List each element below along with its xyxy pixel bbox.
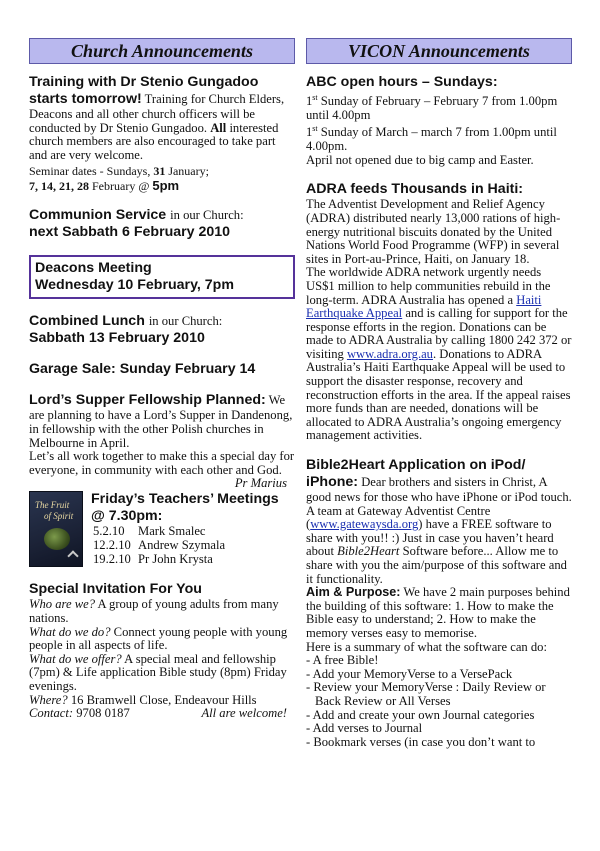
abc-heading: ABC open hours – Sundays: [306,74,498,90]
garage-sale: Garage Sale: Sunday February 14 [29,361,256,378]
invite-heading: Special Invitation For You [29,581,202,598]
list-item: - Add your MemoryVerse to a VersePack [306,666,513,681]
deacons-line-2: Wednesday 10 February, 7pm [35,277,234,294]
adra-p2-text-b: and is calling for support for the response efforts in the region. Donations can be made to ADRA Australia by calling 1800 242 372 or visiting [306,306,572,361]
training-text-2: interested church members are also encouraged to take part and are very welcome. [29,120,279,162]
list-item: - Bookmark verses (in case you don’t want to [306,734,536,749]
invite-q4: Where? [29,692,68,707]
abc-line-1: Sunday of February – February 7 from 1.00pm until 4.00pm [306,94,558,122]
list-item: - A free Bible! [306,653,379,668]
communion-section [29,207,295,241]
lunch-heading: Combined Lunch [29,313,145,330]
teachers-section [29,491,295,567]
seminar-time: 5pm [152,177,180,193]
lords-signature: Pr Marius [234,476,287,491]
invite-q2: What do we do? [29,624,111,639]
deacons-line-1: Deacons Meeting [35,260,152,277]
seminar-date-31: 31 [153,164,166,179]
invitation-section [29,581,295,720]
seminar-dates-prefix: Seminar dates - Sundays, [29,164,151,179]
seminar-feb-word: February @ [92,178,150,193]
invite-q1: Who are we? [29,597,95,612]
seminar-feb-days: 7, 14, 21, 28 [29,178,89,193]
publisher-logo-icon [67,551,78,562]
list-item: - Add verses to Journal [306,721,423,736]
invite-a4: 16 Bramwell Close, Endeavour Hills [70,692,257,707]
teachers-heading: Friday’s Teachers’ Meetings @ 7.30pm: [91,491,279,525]
abc-line-3: April not opened due to big camp and Easter. [306,152,534,167]
haiti-appeal-link[interactable]: Haiti Earthquake Appeal [306,292,542,321]
schedule-date: 12.2.10 [93,537,131,552]
list-item: - Review your MemoryVerse : Daily Review or Back Review or All Verses [306,680,546,708]
aim-label: Aim & Purpose: [306,585,401,600]
invite-a1: A group of young adults from many nations. [29,597,279,625]
lords-text-1: We are planning to have a Lord’s Supper in Dandenong, in fellowship with the other Polish churches in Melbourne in April. [29,393,293,450]
gateway-website-link[interactable]: www.gatewaysda.org [310,517,419,532]
lords-supper-section [29,392,295,491]
left-column [29,38,295,735]
bible2heart-heading: Bible2Heart Application on iPod/ iPhone: [306,457,526,491]
fruit-of-spirit-book-image [29,491,83,567]
seminar-date-31-suffix: January; [168,164,209,179]
b2h-p2-text-c: Software before... Allow me to share with you the aim/purpose of this software and it functionality. [306,544,567,586]
communion-heading: Communion Service [29,207,167,224]
bible2heart-intro: Dear brothers and sisters in Christ, A good news for those who have iPhone or iPod touch. [306,475,572,505]
schedule-name: Andrew Szymala [138,537,226,552]
communion-in-church: in our Church: [170,208,244,223]
deacons-meeting-box [29,255,295,299]
communion-date: next Sabbath 6 February 2010 [29,224,231,241]
adra-p2-text-c: . Donations to ADRA Australia’s Haiti Earthquake Appeal will be used to support the disaster response, recovery and reconstruction efforts in the area. If the appeal raises more funds than are needed, donations will be allocated to ADRA Australia’s ongoing emergency management activities. [306,346,571,443]
b2h-p2-italic: Bible2Heart [337,544,400,559]
book-title-2: of Spirit [44,511,74,522]
vicon-announcements-banner: VICON Announcements [306,38,572,64]
book-title-1: The Fruit [35,500,70,511]
abc-line1-num: 1 [306,94,313,109]
invite-welcome: All are welcome! [201,706,287,721]
abc-line1-sup: st [312,93,318,102]
invite-a2: Connect young people with young people in all aspects of life. [29,624,288,653]
church-announcements-banner: Church Announcements [29,38,295,64]
list-item: - Add and create your own Journal categories [306,707,535,722]
training-text: Training for Church Elders, Deacons and all other church officers will be conducted by Dr Stenio Gungadoo. [29,92,285,135]
b2h-p2-text-b: ) have a FREE software to share with you!! :) Just in case you haven’t heard about [306,517,554,559]
fruit-icon [44,528,70,550]
adra-p2-text-a: The worldwide ADRA network urgently needs US$1 million to help communities rebuild in the long-term. ADRA Australia has opened a [306,265,551,307]
summary-text: Here is a summary of what the software can do: [306,639,547,654]
lords-heading: Lord’s Supper Fellowship Planned: [29,392,266,409]
training-section [29,74,295,193]
adra-paragraph-1: The Adventist Development and Relief Agency (ADRA) distributed nearly 13,000 rations of high-energy nutritional biscuits donated by the United Nations World Food Programme (WFP) in several sites in Port-au-Prince, Haiti, on January 18. [306,197,561,266]
lunch-in-church: in our Church: [148,314,223,329]
adra-heading: ADRA feeds Thousands in Haiti: [306,181,524,198]
adra-paragraph-2 [306,266,572,443]
adra-website-link[interactable]: www.adra.org.au [346,346,433,361]
schedule-name: Mark Smalec [138,524,206,539]
abc-line2-sup: st [312,124,318,134]
aim-text: We have 2 main purposes behind the building of this software: 1. How to make the Bible easy to understand; 2. How to make the memory verses easy to memorise. [306,585,570,640]
lords-text-2: Let’s all work together to make this a special day for everyone, in community with each other and God. [29,449,295,477]
invite-q5: Contact: [29,706,74,721]
schedule-date: 5.2.10 [93,524,125,539]
invite-q3: What do we offer? [29,651,122,666]
abc-line2-num: 1 [306,125,313,140]
teachers-schedule [93,525,295,566]
feature-list [306,654,572,749]
lunch-section [29,313,295,347]
abc-section [306,74,572,167]
invite-a5: 9708 0187 [76,706,130,721]
training-heading: Training with Dr Stenio Gungadoo starts tomorrow! [29,74,259,107]
lunch-date: Sabbath 13 February 2010 [29,330,205,347]
schedule-date: 19.2.10 [93,551,131,566]
seminar-dates [29,165,295,193]
bible2heart-paragraph-2 [306,505,572,587]
schedule-name: Pr John Krysta [138,551,213,566]
right-column [306,38,572,763]
abc-line-2: Sunday of March – march 7 from 1.00pm until 4.00pm. [306,125,557,154]
bible2heart-section [306,457,572,749]
invite-a3: A special meal and fellowship (7pm) & Life application Bible study (8pm) Friday evenings. [29,651,287,693]
training-all: All [210,120,227,135]
adra-section [306,181,572,443]
b2h-p2-text-a: A team at Gateway Adventist Centre ( [306,503,491,532]
